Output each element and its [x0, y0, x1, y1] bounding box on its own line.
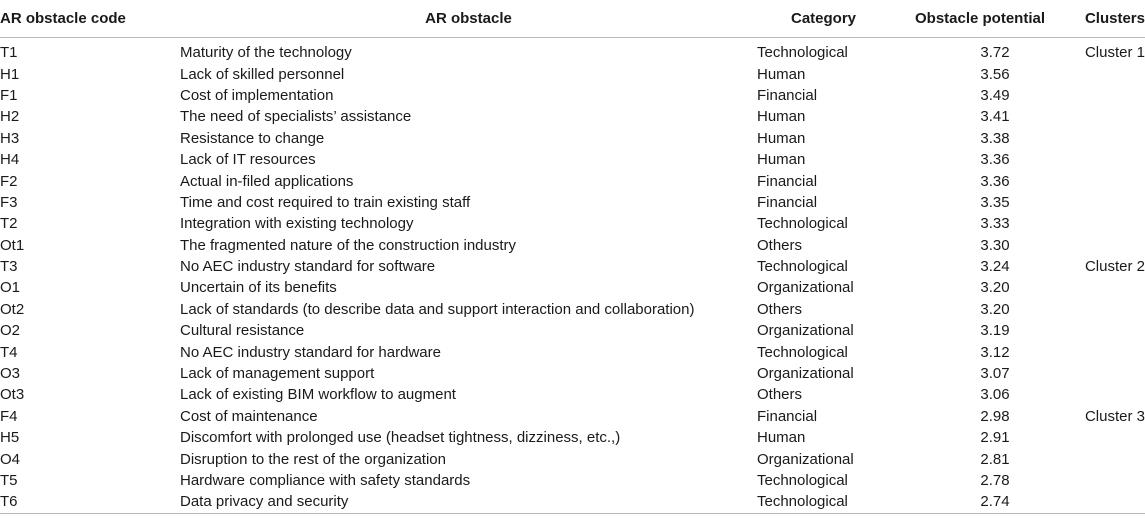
obstacle-cell: Hardware compliance with safety standards	[180, 472, 471, 489]
category-cell: Human	[757, 108, 806, 126]
obstacle-cell: Cost of maintenance	[180, 407, 318, 425]
cluster-cell	[1070, 149, 1145, 170]
table-body	[0, 38, 1145, 514]
category-cell: Organizational	[757, 450, 854, 468]
table-row	[0, 85, 1145, 106]
cluster-cell: Cluster 1	[1084, 44, 1145, 62]
obstacle-cell: Disruption to the rest of the organization	[180, 450, 446, 468]
obstacle-code-cell: Ot2	[0, 300, 25, 318]
cluster-cell	[1070, 320, 1145, 341]
obstacle-cell: Lack of existing BIM workflow to augment	[180, 386, 456, 404]
category-cell: Technological	[757, 215, 848, 233]
table-row	[0, 427, 1145, 448]
potential-cell: 3.19	[980, 322, 1010, 340]
category-cell: Technological	[757, 343, 848, 361]
obstacle-cell: No AEC industry standard for software	[180, 258, 436, 276]
category-cell: Others	[757, 300, 803, 318]
potential-cell: 3.36	[980, 172, 1010, 190]
potential-cell: 3.36	[980, 151, 1010, 169]
cluster-cell	[1070, 363, 1145, 384]
potential-cell: 3.33	[980, 215, 1010, 233]
cluster-cell: Cluster 3	[1084, 407, 1145, 425]
cluster-cell	[1070, 235, 1145, 256]
table-row	[0, 448, 1145, 469]
header-row	[0, 0, 1145, 38]
category-cell: Technological	[757, 472, 848, 489]
cluster-cell	[1070, 384, 1145, 405]
potential-cell: 3.49	[980, 86, 1010, 104]
obstacle-code-cell: T4	[0, 343, 18, 361]
table-row	[0, 320, 1145, 341]
obstacle-cell: Maturity of the technology	[180, 44, 352, 62]
table-row	[0, 470, 1145, 491]
obstacle-cell: Lack of skilled personnel	[180, 65, 345, 83]
table-row	[0, 341, 1145, 362]
obstacle-cell: Lack of management support	[180, 365, 375, 383]
obstacle-cell: Time and cost required to train existing staff	[180, 193, 471, 211]
obstacle-code-cell: H1	[0, 65, 20, 83]
cluster-cell	[1070, 106, 1145, 127]
obstacle-cell: Uncertain of its benefits	[180, 279, 337, 297]
table-row	[0, 192, 1145, 213]
obstacle-code-cell: F1	[0, 86, 18, 104]
obstacle-code-cell: T5	[0, 472, 18, 489]
potential-cell: 2.78	[980, 472, 1010, 489]
category-cell: Human	[757, 429, 806, 447]
obstacle-code-cell: H5	[0, 429, 20, 447]
potential-cell: 2.98	[980, 407, 1010, 425]
table-row	[0, 406, 1145, 427]
cluster-cell	[1070, 470, 1145, 491]
obstacle-code-cell: T3	[0, 258, 18, 276]
cluster-cell	[1070, 192, 1145, 213]
cluster-cell	[1070, 491, 1145, 513]
obstacle-code-cell: O3	[0, 365, 21, 383]
table-row	[0, 38, 1145, 64]
obstacle-cell: Resistance to change	[180, 129, 325, 147]
obstacle-code-cell: O1	[0, 279, 21, 297]
cluster-cell	[1070, 85, 1145, 106]
obstacle-code-cell: O4	[0, 450, 21, 468]
category-cell: Financial	[757, 407, 818, 425]
table-row	[0, 170, 1145, 191]
obstacle-code-cell: F4	[0, 407, 18, 425]
table-row	[0, 256, 1145, 277]
header-category: Category	[757, 0, 890, 38]
cluster-cell	[1070, 277, 1145, 298]
potential-cell: 3.06	[980, 386, 1010, 404]
table-row	[0, 149, 1145, 170]
obstacle-code-cell: Ot3	[0, 386, 25, 404]
obstacle-code-cell: T6	[0, 491, 180, 513]
cluster-cell	[1070, 63, 1145, 84]
header-clusters: Clusters	[1070, 0, 1145, 38]
potential-cell: 3.07	[980, 365, 1010, 383]
table-row	[0, 235, 1145, 256]
table-row	[0, 491, 1145, 513]
obstacle-code-cell: F2	[0, 172, 18, 190]
table-row	[0, 299, 1145, 320]
category-cell: Organizational	[757, 322, 854, 340]
obstacle-code-cell: H4	[0, 151, 20, 169]
table-row	[0, 277, 1145, 298]
header-code: AR obstacle code	[0, 0, 180, 38]
obstacle-cell: Data privacy and security	[180, 491, 757, 513]
cluster-cell	[1070, 448, 1145, 469]
cluster-cell	[1070, 427, 1145, 448]
obstacle-code-cell: H2	[0, 108, 20, 126]
cluster-cell	[1070, 341, 1145, 362]
potential-cell: 3.35	[980, 193, 1010, 211]
obstacle-cell: No AEC industry standard for hardware	[180, 343, 441, 361]
table-row	[0, 213, 1145, 234]
obstacle-cell: Cultural resistance	[180, 322, 305, 340]
obstacle-cell: Actual in-filed applications	[180, 172, 354, 190]
potential-cell: 3.38	[980, 129, 1010, 147]
header-potential: Obstacle potential	[890, 0, 1070, 38]
category-cell: Human	[757, 151, 806, 169]
table-row	[0, 106, 1145, 127]
table-row	[0, 363, 1145, 384]
potential-cell: 3.12	[980, 343, 1010, 361]
category-cell: Human	[757, 65, 806, 83]
potential-cell: 3.24	[980, 258, 1010, 276]
category-cell: Financial	[757, 86, 818, 104]
category-cell: Human	[757, 129, 806, 147]
category-cell: Organizational	[757, 279, 854, 297]
obstacle-cell: Discomfort with prolonged use (headset tightness, dizziness, etc.,)	[180, 429, 621, 447]
cluster-cell	[1070, 299, 1145, 320]
obstacle-code-cell: H3	[0, 129, 20, 147]
table-row	[0, 63, 1145, 84]
table-row	[0, 384, 1145, 405]
category-cell: Technological	[757, 258, 848, 276]
obstacle-cell: The need of specialists’ assistance	[180, 108, 412, 126]
obstacle-cell: Integration with existing technology	[180, 215, 414, 233]
category-cell: Financial	[757, 193, 818, 211]
cluster-cell	[1070, 128, 1145, 149]
potential-cell: 2.74	[890, 491, 1070, 513]
obstacle-cell: Lack of standards (to describe data and support interaction and collaboration)	[180, 300, 695, 318]
category-cell: Others	[757, 386, 803, 404]
potential-cell: 2.91	[980, 429, 1010, 447]
category-cell: Technological	[757, 44, 848, 62]
category-cell: Others	[757, 236, 803, 254]
obstacle-code-cell: T2	[0, 215, 18, 233]
cluster-cell: Cluster 2	[1084, 258, 1145, 276]
potential-cell: 3.56	[980, 65, 1010, 83]
table-row	[0, 128, 1145, 149]
category-cell: Technological	[757, 491, 890, 513]
cluster-cell	[1070, 170, 1145, 191]
potential-cell: 3.30	[980, 236, 1010, 254]
category-cell: Organizational	[757, 365, 854, 383]
potential-cell: 3.20	[980, 300, 1010, 318]
table-header	[0, 0, 1145, 38]
obstacle-cell: Cost of implementation	[180, 86, 334, 104]
cluster-cell	[1070, 213, 1145, 234]
obstacle-code-cell: Ot1	[0, 236, 25, 254]
obstacle-code-cell: T1	[0, 44, 18, 62]
obstacle-code-cell: F3	[0, 193, 18, 211]
obstacle-cell: Lack of IT resources	[180, 151, 316, 169]
header-obstacle: AR obstacle	[180, 0, 757, 38]
obstacle-code-cell: O2	[0, 322, 21, 340]
potential-cell: 3.41	[980, 108, 1010, 126]
obstacle-cell: The fragmented nature of the construction industry	[180, 236, 517, 254]
potential-cell: 2.81	[980, 450, 1010, 468]
potential-cell: 3.72	[980, 44, 1010, 62]
category-cell: Financial	[757, 172, 818, 190]
potential-cell: 3.20	[980, 279, 1010, 297]
